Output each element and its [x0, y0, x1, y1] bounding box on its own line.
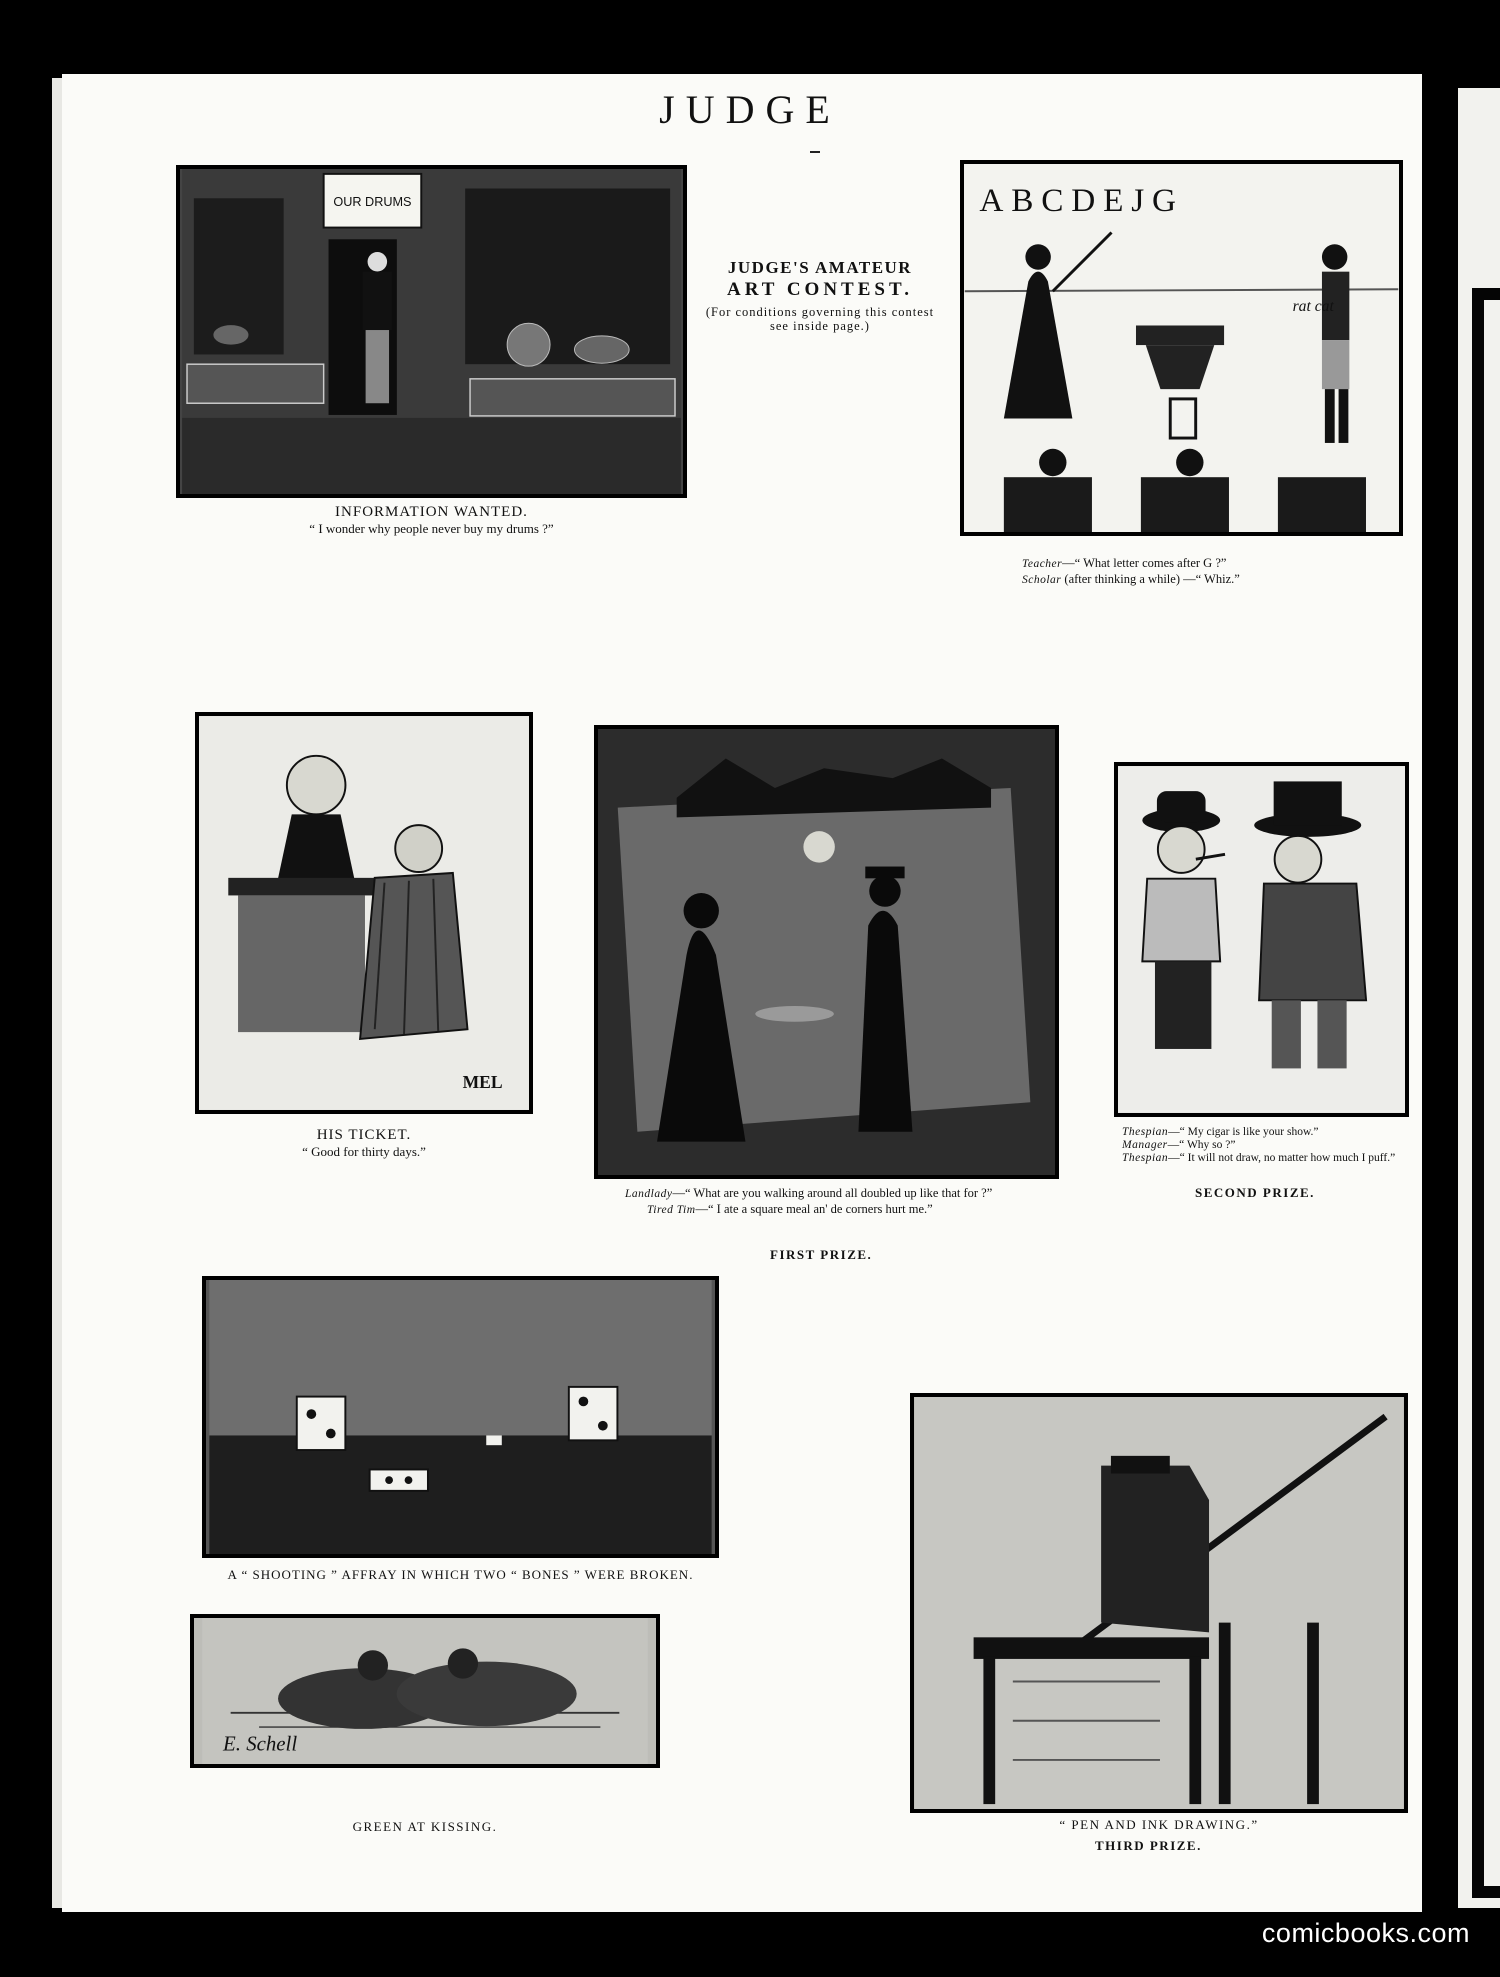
frogs-illustration — [194, 1618, 656, 1764]
cartoon-teacher — [960, 160, 1403, 536]
drums-quote: “ I wonder why people never buy my drums ?” — [309, 521, 554, 536]
cigar-speaker2: Manager — [1122, 1139, 1168, 1152]
cigar-caption — [1122, 1126, 1412, 1166]
cartoon-landlady — [594, 725, 1059, 1179]
cigar-line3: —“ It will not draw, no matter how much I puff.” — [1168, 1152, 1396, 1165]
masthead: JUDGE — [659, 87, 841, 132]
dice-illustration — [206, 1280, 715, 1554]
cartoon-cigar — [1114, 762, 1409, 1117]
pen-ink-caption: “ PEN AND INK DRAWING.” — [1059, 1817, 1259, 1832]
cigar-speaker3: Thespian — [1122, 1152, 1169, 1165]
teacher-caption — [1022, 556, 1382, 587]
landlady-caption — [625, 1186, 1055, 1217]
second-prize-label: SECOND PRIZE. — [1195, 1185, 1315, 1200]
teacher-illustration — [964, 164, 1399, 532]
ticket-title: HIS TICKET. — [316, 1127, 412, 1143]
landlady-speaker1: Landlady — [625, 1188, 673, 1200]
frogs-signature: E. Schell — [223, 1731, 298, 1756]
teacher-speaker1: Teacher — [1022, 558, 1063, 570]
page-edge — [52, 78, 62, 1908]
dice-caption: A “ SHOOTING ” AFFRAY IN WHICH TWO “ BONES ” WERE BROKEN. — [227, 1567, 694, 1582]
drums-title: INFORMATION WANTED. — [335, 504, 528, 520]
third-prize-label: THIRD PRIZE. — [1095, 1838, 1202, 1853]
contest-heading — [700, 258, 940, 334]
landlady-line2: —“ I ate a square meal an' de corners hurt me.” — [695, 1201, 933, 1216]
landlady-illustration — [598, 729, 1055, 1175]
facing-page-border — [1472, 288, 1500, 1898]
cartoon-dice — [202, 1276, 719, 1558]
cartoon-pen-ink — [910, 1393, 1408, 1813]
drums-illustration — [180, 169, 683, 494]
first-prize-label: FIRST PRIZE. — [770, 1247, 873, 1262]
cigar-speaker1: Thespian — [1122, 1126, 1169, 1138]
cartoon-drums — [176, 165, 687, 498]
site-watermark: comicbooks.com — [1261, 1918, 1470, 1948]
pen-ink-illustration — [914, 1397, 1404, 1809]
cigar-line1: —“ My cigar is like your show.” — [1168, 1126, 1319, 1138]
masthead-rule — [810, 151, 820, 153]
ticket-illustration — [199, 716, 529, 1110]
drums-sign-text: OUR DRUMS — [333, 195, 412, 210]
teacher-line1: —“ What letter comes after G ?” — [1062, 556, 1227, 570]
teacher-scribble: rat cat — [1292, 297, 1334, 315]
contest-title-line1: JUDGE'S AMATEUR — [727, 258, 913, 277]
ticket-caption — [195, 1126, 533, 1160]
cigar-line2: —“ Why so ?” — [1167, 1139, 1236, 1152]
drums-caption — [176, 503, 687, 537]
teacher-speaker2: Scholar — [1022, 573, 1062, 586]
cigar-illustration — [1118, 766, 1405, 1113]
teacher-line2: (after thinking a while) —“ Whiz.” — [1064, 571, 1240, 586]
landlady-speaker2: Tired Tim — [647, 1203, 696, 1216]
contest-title-line2: ART CONTEST. — [726, 279, 913, 300]
facing-page-edge — [1458, 88, 1500, 1908]
contest-conditions: (For conditions governing this contest see inside page.) — [705, 305, 935, 334]
cartoon-frogs — [190, 1614, 660, 1768]
cartoon-ticket — [195, 712, 533, 1114]
frogs-caption: GREEN AT KISSING. — [352, 1819, 498, 1834]
ticket-quote: “ Good for thirty days.” — [302, 1144, 426, 1159]
landlady-line1: —“ What are you walking around all doubled up like that for ?” — [672, 1186, 993, 1200]
teacher-board-text: ABCDEJG — [979, 181, 1184, 219]
ticket-signature: MEL — [462, 1071, 503, 1092]
